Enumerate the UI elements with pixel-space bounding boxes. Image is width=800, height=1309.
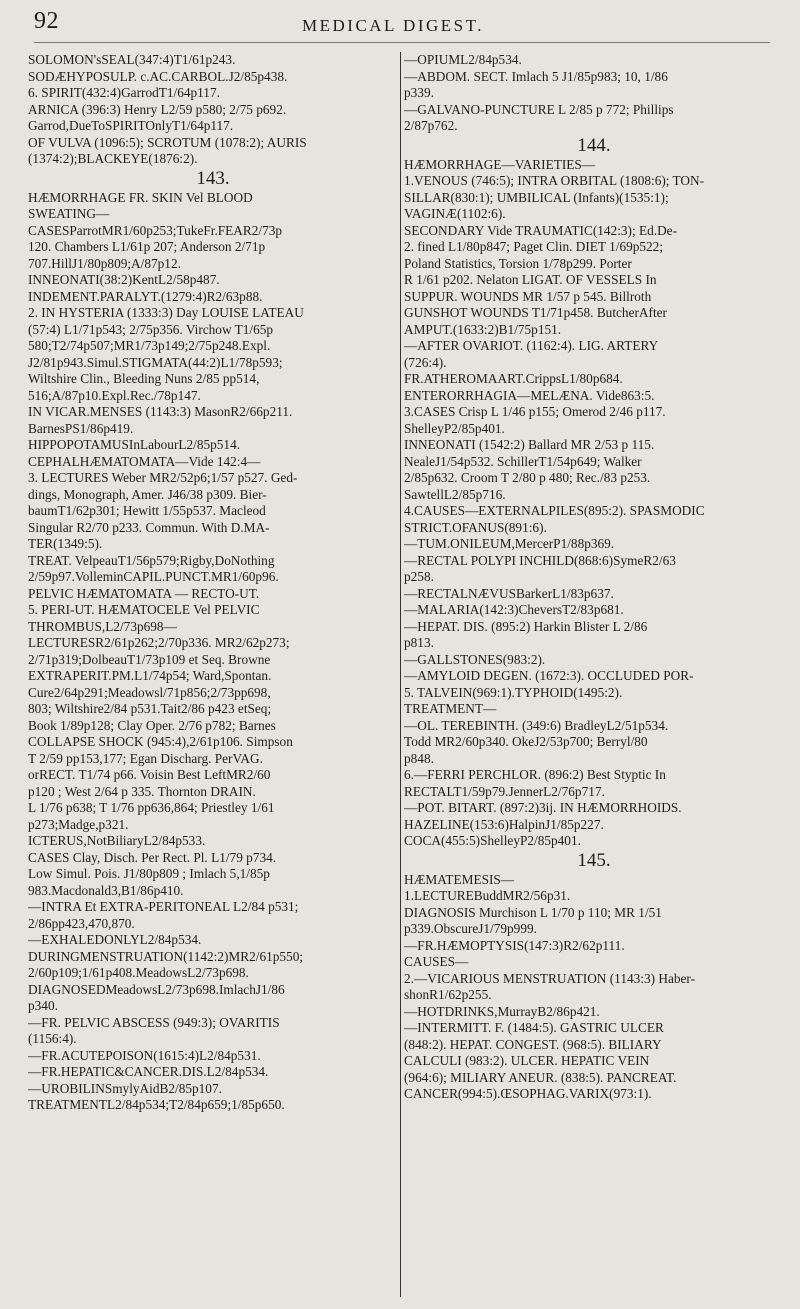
left-column <box>28 52 401 1297</box>
index-line: baumT1/62p301; Hewitt 1/55p537. Macleod <box>28 503 266 518</box>
index-line: Book 1/89p128; Clay Oper. 2/76 p782; Barnes <box>28 717 276 733</box>
index-line: FR.ATHEROMAART.CrippsL1/80p684. <box>404 371 623 386</box>
index-line: 983.Macdonald3,B1/86p410. <box>28 882 184 898</box>
index-line: 2/85p632. Croom T 2/80 p 480; Rec./83 p253. <box>404 470 651 485</box>
index-line: HÆMORRHAGE FR. SKIN Vel BLOOD <box>28 189 253 205</box>
index-line: Todd MR2/60p340. OkeJ2/53p700; Berryl/80 <box>404 734 648 749</box>
index-line: (964:6); MILIARY ANEUR. (838:5). PANCREAT. <box>404 1069 677 1085</box>
index-line: DIAGNOSIS Murchison L 1/70 p 110; MR 1/51 <box>404 904 662 920</box>
index-line: p258. <box>404 569 434 584</box>
index-line: HAZELINE(153:6)HalpinJ1/85p227. <box>404 816 604 832</box>
index-line: THROMBUS,L2/73p698— <box>28 618 177 634</box>
index-line: ICTERUS,NotBiliaryL2/84p533. <box>28 833 206 848</box>
index-line: 143. <box>196 167 230 189</box>
index-line: 1.VENOUS (746:5); INTRA ORBITAL (1808:6); TON- <box>404 173 705 188</box>
index-line: SUPPUR. WOUNDS MR 1/57 p 545. Billroth <box>404 288 652 304</box>
index-line: 2/60p109;1/61p408.MeadowsL2/73p698. <box>28 965 249 980</box>
index-line: 2/86pp423,470,870. <box>28 915 135 931</box>
index-line: —INTRA Et EXTRA-PERITONEAL L2/84 p531; <box>28 899 299 914</box>
index-line: INDEMENT.PARALYT.(1279:4)R2/63p88. <box>28 288 263 304</box>
index-line: —AMYLOID DEGEN. (1672:3). OCCLUDED POR- <box>404 668 694 683</box>
index-line: OF VULVA (1096:5); SCROTUM (1078:2); AURIS <box>28 134 307 150</box>
index-line: STRICT.OFANUS(891:6). <box>404 519 547 535</box>
index-line: 6.—FERRI PERCHLOR. (896:2) Best Styptic In <box>404 767 666 782</box>
index-line: DIAGNOSEDMeadowsL2/73p698.ImlachJ1/86 <box>28 981 285 997</box>
index-line: INNEONATI (1542:2) Ballard MR 2/53 p 115. <box>404 437 655 452</box>
index-line: 580;T2/74p507;MR1/73p149;2/75p248.Expl. <box>28 338 271 353</box>
index-line: —HEPAT. DIS. (895:2) Harkin Blister L 2/86 <box>404 618 648 634</box>
index-line: Low Simul. Pois. J1/80p809 ; Imlach 5,1/85p <box>28 866 270 881</box>
index-line: T 2/59 pp153,177; Egan Discharg. PerVAG. <box>28 750 263 766</box>
index-line: 5. PERI-UT. HÆMATOCELE Vel PELVIC <box>28 602 260 617</box>
index-line: 120. Chambers L1/61p 207; Anderson 2/71p <box>28 239 266 254</box>
index-line: CAUSES— <box>404 954 469 969</box>
index-line: —AFTER OVARIOT. (1162:4). LIG. ARTERY <box>404 338 659 353</box>
index-line: 2.—VICARIOUS MENSTRUATION (1143:3) Haber- <box>404 970 696 986</box>
index-line: 3. LECTURES Weber MR2/52p6;1/57 p527. Ged- <box>28 470 298 485</box>
index-line: GUNSHOT WOUNDS T1/71p458. ButcherAfter <box>404 305 667 320</box>
index-line: SOLOMON'sSEAL(347:4)T1/61p243. <box>28 52 236 67</box>
index-line: p273;Madge,p321. <box>28 816 129 832</box>
index-line: COLLAPSE SHOCK (945:4),2/61p106. Simpson <box>28 734 293 749</box>
index-line: —FR.HÆMOPTYSIS(147:3)R2/62p111. <box>404 937 625 953</box>
index-line: Singular R2/70 p233. Commun. With D.MA- <box>28 519 270 535</box>
index-line: TER(1349:5). <box>28 536 103 551</box>
index-line: 5. TALVEIN(969:1).TYPHOID(1495:2). <box>404 684 623 700</box>
index-line: BarnesPS1/86p419. <box>28 420 134 436</box>
index-line: CASES Clay, Disch. Per Rect. Pl. L1/79 p734. <box>28 849 277 865</box>
index-line: 1.LECTUREBuddMR2/56p31. <box>404 888 571 903</box>
index-line: COCA(455:5)ShelleyP2/85p401. <box>404 833 581 848</box>
index-line: SECONDARY Vide TRAUMATIC(142:3); Ed.De- <box>404 222 678 238</box>
index-line: TREAT. VelpeauT1/56p579;Rigby,DoNothing <box>28 552 275 568</box>
index-line: —OL. TEREBINTH. (349:6) BradleyL2/51p534. <box>404 717 669 733</box>
index-line: (1374:2);BLACKEYE(1876:2). <box>28 151 198 166</box>
index-line: L 1/76 p638; T 1/76 pp636,864; Priestley 1/61 <box>28 800 275 815</box>
index-line: SWEATING— <box>28 206 110 221</box>
index-line: DURINGMENSTRUATION(1142:2)MR2/61p550; <box>28 948 304 964</box>
index-line: —FR.ACUTEPOISON(1615:4)L2/84p531. <box>28 1047 261 1063</box>
index-line: 516;A/87p10.Expl.Rec./78p147. <box>28 387 201 403</box>
right-column <box>404 52 784 1103</box>
index-line: —FR.HEPATIC&CANCER.DIS.L2/84p534. <box>28 1064 269 1079</box>
index-line: (848:2). HEPAT. CONGEST. (968:5). BILIARY <box>404 1036 662 1052</box>
index-line: SODÆHYPOSULP. c.AC.CARBOL.J2/85p438. <box>28 68 288 84</box>
index-line: HIPPOPOTAMUSInLabourL2/85p514. <box>28 437 241 452</box>
index-line: p340. <box>28 998 58 1013</box>
index-line: ShelleyP2/85p401. <box>404 420 505 436</box>
index-line: SILLAR(830:1); UMBILICAL (Infants)(1535:1); <box>404 189 669 205</box>
header-rule <box>34 42 770 43</box>
index-line: ARNICA (396:3) Henry L2/59 p580; 2/75 p692. <box>28 101 287 117</box>
index-line: shonR1/62p255. <box>404 987 492 1002</box>
index-line: Cure2/64p291;Meadowsl/71p856;2/73pp698, <box>28 684 271 700</box>
index-line: NealeJ1/54p532. SchillerT1/54p649; Walker <box>404 453 642 469</box>
index-line: 144. <box>577 134 611 156</box>
index-line: p339.ObscureJ1/79p999. <box>404 921 537 936</box>
index-line: EXTRAPERIT.PM.L1/74p54; Ward,Spontan. <box>28 668 272 683</box>
index-line: 145. <box>577 849 611 871</box>
index-line: LECTURESR2/61p262;2/70p336. MR2/62p273; <box>28 635 290 650</box>
index-line: (1156:4). <box>28 1031 77 1046</box>
index-line: —GALLSTONES(983:2). <box>404 651 546 667</box>
index-line: —INTERMITT. F. (1484:5). GASTRIC ULCER <box>404 1020 664 1035</box>
index-line: p813. <box>404 635 434 650</box>
index-line: Wiltshire Clin., Bleeding Nuns 2/85 pp514, <box>28 371 260 386</box>
index-line: TREATMENT— <box>404 701 497 716</box>
index-line: RECTALT1/59p79.JennerL2/76p717. <box>404 783 605 799</box>
index-line: (726:4). <box>404 354 447 370</box>
index-line: 2/59p97.VolleminCAPIL.PUNCT.MR1/60p96. <box>28 569 279 584</box>
index-line: p339. <box>404 85 434 100</box>
index-line: 6. SPIRIT(432:4)GarrodT1/64p117. <box>28 85 220 100</box>
page-number: 92 <box>34 8 59 34</box>
index-line: INNEONATI(38:2)KentL2/58p487. <box>28 272 220 287</box>
index-line: —FR. PELVIC ABSCESS (949:3); OVARITIS <box>28 1014 280 1030</box>
index-line: —GALVANO-PUNCTURE L 2/85 p 772; Phillips <box>404 101 674 117</box>
index-line: —ABDOM. SECT. Imlach 5 J1/85p983; 10, 1/86 <box>404 68 668 84</box>
index-line: 2. IN HYSTERIA (1333:3) Day LOUISE LATEAU <box>28 305 304 320</box>
index-line: TREATMENTL2/84p534;T2/84p659;1/85p650. <box>28 1097 285 1112</box>
index-line: VAGINÆ(1102:6). <box>404 206 506 221</box>
index-line: Poland Statistics, Torsion 1/78p299. Porter <box>404 255 632 271</box>
index-line: p120 ; West 2/64 p 335. Thornton DRAIN. <box>28 783 256 799</box>
index-line: SawtellL2/85p716. <box>404 486 506 502</box>
index-line: orRECT. T1/74 p66. Voisin Best LeftMR2/60 <box>28 767 271 782</box>
index-line: —TUM.ONILEUM,MercerP1/88p369. <box>404 536 615 551</box>
index-line: dings, Monograph, Amer. J46/38 p309. Bier- <box>28 486 267 502</box>
index-line: —HOTDRINKS,MurrayB2/86p421. <box>404 1003 600 1019</box>
index-line: 3.CASES Crisp L 1/46 p155; Omerod 2/46 p117. <box>404 404 666 419</box>
index-line: —OPIUML2/84p534. <box>404 52 522 67</box>
index-line: CASESParrotMR1/60p253;TukeFr.FEAR2/73p <box>28 222 283 238</box>
index-line: HÆMORRHAGE—VARIETIES— <box>404 156 596 172</box>
index-line: Garrod,DueToSPIRITOnlyT1/64p117. <box>28 118 234 133</box>
index-line: 4.CAUSES—EXTERNALPILES(895:2). SPASMODIC <box>404 503 705 518</box>
index-line: 2/87p762. <box>404 118 458 133</box>
index-line: PELVIC HÆMATOMATA — RECTO-UT. <box>28 585 260 601</box>
index-line: CALCULI (983:2). ULCER. HEPATIC VEIN <box>404 1053 650 1068</box>
running-header: MEDICAL DIGEST. <box>302 16 484 35</box>
index-line: 803; Wiltshire2/84 p531.Tait2/86 p423 etSeq; <box>28 701 272 716</box>
index-line: IN VICAR.MENSES (1143:3) MasonR2/66p211. <box>28 404 293 419</box>
index-line: —MALARIA(142:3)CheversT2/83p681. <box>404 602 624 617</box>
index-line: HÆMATEMESIS— <box>404 871 515 887</box>
index-line: —EXHALEDONLYL2/84p534. <box>28 932 202 947</box>
index-line: R 1/61 p202. Nelaton LIGAT. OF VESSELS In <box>404 272 657 287</box>
index-line: (57:4) L1/71p543; 2/75p356. Virchow T1/65p <box>28 321 274 337</box>
index-line: —UROBILINSmylyAidB2/85p107. <box>28 1080 222 1096</box>
index-line: p848. <box>404 750 434 766</box>
index-line: J2/81p943.Simul.STIGMATA(44:2)L1/78p593; <box>28 354 283 370</box>
index-line: —RECTAL POLYPI INCHILD(868:6)SymeR2/63 <box>404 552 676 568</box>
index-line: AMPUT.(1633:2)B1/75p151. <box>404 321 562 337</box>
index-line: ENTERORRHAGIA—MELÆNA. Vide863:5. <box>404 387 655 403</box>
index-line: CEPHALHÆMATOMATA—Vide 142:4— <box>28 453 261 469</box>
index-line: 707.HillJ1/80p809;A/87p12. <box>28 255 181 271</box>
index-line: 2. fined L1/80p847; Paget Clin. DIET 1/69p522; <box>404 239 664 254</box>
index-line: 2/71p319;DolbeauT1/73p109 et Seq. Browne <box>28 651 271 667</box>
index-line: —RECTALNÆVUSBarkerL1/83p637. <box>404 585 614 601</box>
index-line: CANCER(994:5).ŒSOPHAG.VARIX(973:1). <box>404 1086 652 1101</box>
index-line: —POT. BITART. (897:2)3ij. IN HÆMORRHOIDS. <box>404 800 682 815</box>
